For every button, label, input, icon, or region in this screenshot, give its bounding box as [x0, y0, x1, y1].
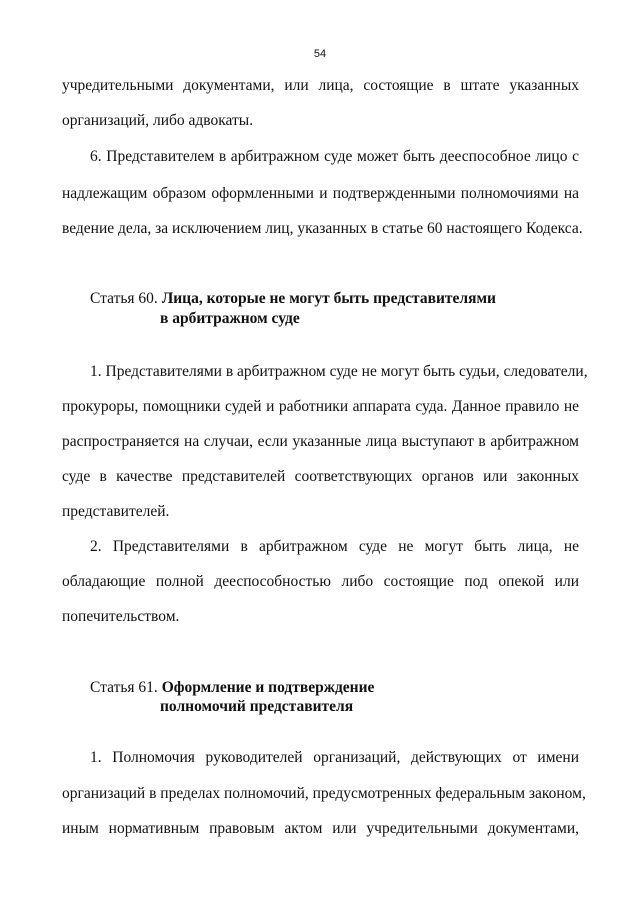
- article-61-title-cont: полномочий представителя: [160, 698, 354, 715]
- article-61-heading: [90, 679, 374, 697]
- text-line: организаций в пределах полномочий, предусмотренных федеральным законом,: [62, 785, 586, 802]
- article-60-title: Лица, которые не могут быть представителями: [161, 290, 496, 307]
- article-60-heading: [90, 290, 496, 308]
- text-line: 1. Представителями в арбитражном суде не могут быть судьи, следователи,: [90, 363, 588, 380]
- text-line: суде в качестве представителей соответствующих органов или законных: [62, 468, 579, 485]
- article-60-title-line2: [160, 310, 300, 328]
- text-line: организаций, либо адвокаты.: [62, 112, 254, 129]
- text-line: распространяется на случаи, если указанные лица выступают в арбитражном: [62, 433, 579, 450]
- text-line: прокуроры, помощники судей и работники аппарата суда. Данное правило не: [62, 398, 579, 415]
- text-line: 1. Полномочия руководителей организаций, действующих от имени: [90, 749, 579, 766]
- article-61-title-line2: [160, 698, 353, 716]
- page-number: 54: [313, 48, 327, 60]
- text-line: ведение дела, за исключением лиц, указанных в статье 60 настоящего Кодекса.: [62, 220, 583, 237]
- article-61-prefix: Статья 61.: [90, 679, 162, 696]
- text-line: 2. Представителями в арбитражном суде не могут быть лица, не: [90, 538, 579, 555]
- text-line: представителей.: [62, 503, 170, 520]
- text-line: 6. Представителем в арбитражном суде может быть дееспособное лицо с: [90, 148, 579, 165]
- article-61-title: Оформление и подтверждение: [161, 679, 375, 696]
- article-60-prefix: Статья 60.: [90, 290, 162, 307]
- text-line: надлежащим образом оформленными и подтвержденными полномочиями на: [62, 185, 579, 202]
- article-60-title-cont: в арбитражном суде: [160, 310, 300, 327]
- text-line: иным нормативным правовым актом или учредительными документами,: [62, 820, 579, 837]
- text-line: обладающие полной дееспособностью либо состоящие под опекой или: [62, 573, 579, 590]
- text-line: попечительством.: [62, 608, 180, 625]
- text-line: учредительными документами, или лица, состоящие в штате указанных: [62, 77, 579, 94]
